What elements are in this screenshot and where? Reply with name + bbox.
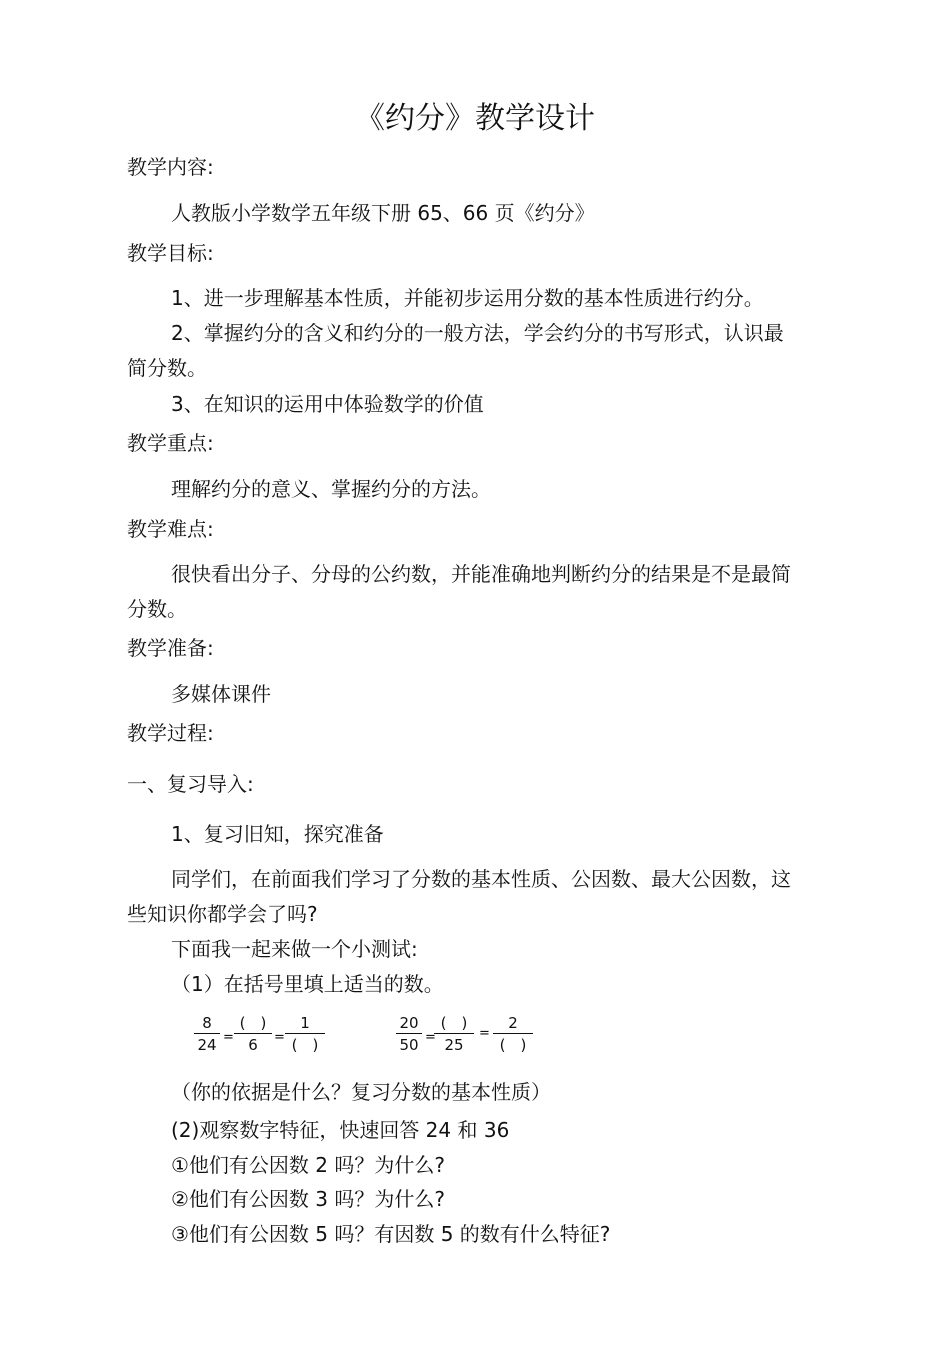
intro-line1: 同学们，在前面我们学习了分数的基本性质、公因数、最大公因数，这 [171,867,791,891]
denominator: 6 [248,1036,258,1054]
key-text: 理解约分的意义、掌握约分的方法。 [171,477,491,501]
fraction-blank-6 [234,1014,272,1054]
difficulty-line2: 分数。 [127,597,187,621]
fraction-8-24 [194,1014,220,1054]
fraction-1-blank [285,1014,325,1054]
numerator: 2 [508,1014,518,1032]
numerator: 20 [399,1014,419,1032]
fraction-bar [493,1033,533,1034]
content-text: 人教版小学数学五年级下册 65、66 页《约分》 [171,201,595,225]
fraction-20-50 [396,1014,422,1054]
prep-text: 多媒体课件 [171,682,271,706]
fraction-2-blank [493,1014,533,1054]
question-1-note: （你的依据是什么？复习分数的基本性质） [171,1080,551,1104]
fraction-blank-25 [434,1014,474,1054]
difficulty-heading: 教学难点: [127,517,214,541]
equals-sign: = [223,1030,234,1045]
numerator-blank[interactable]: ( ) [239,1014,267,1032]
question-2-c: ③他们有公因数 5 吗？有因数 5 的数有什么特征? [171,1222,611,1246]
part1-heading: 一、复习导入: [127,772,254,796]
fraction-bar [396,1033,422,1034]
goals-heading: 教学目标: [127,241,214,265]
document-title: 《约分》教学设计 [355,101,595,136]
equals-sign: = [425,1030,436,1045]
denominator: 25 [444,1036,464,1054]
difficulty-line1: 很快看出分子、分母的公约数，并能准确地判断约分的结果是不是最简 [171,562,791,586]
denominator-blank[interactable]: ( ) [291,1036,319,1054]
question-2-a: ①他们有公因数 2 吗？为什么? [171,1153,445,1177]
denominator: 24 [197,1036,217,1054]
prep-heading: 教学准备: [127,636,214,660]
fraction-bar [434,1033,474,1034]
step1-heading: 1、复习旧知，探究准备 [171,822,384,846]
goal-2-line1: 2、掌握约分的含义和约分的一般方法，学会约分的书写形式，认识最 [171,321,784,345]
key-heading: 教学重点: [127,431,214,455]
goal-2-line2: 简分数。 [127,356,207,380]
question-2: (2)观察数字特征，快速回答 24 和 36 [171,1118,510,1142]
test-intro: 下面我一起来做一个小测试: [171,937,418,961]
fraction-bar [194,1033,220,1034]
denominator-blank[interactable]: ( ) [499,1036,527,1054]
goal-3: 3、在知识的运用中体验数学的价值 [171,392,484,416]
numerator: 1 [300,1014,310,1032]
process-heading: 教学过程: [127,721,214,745]
content-heading: 教学内容: [127,155,214,179]
numerator-blank[interactable]: ( ) [440,1014,468,1032]
question-1: （1）在括号里填上适当的数。 [171,972,444,996]
equals-sign: = [274,1030,285,1045]
fraction-bar [234,1033,272,1034]
goal-1: 1、进一步理解基本性质，并能初步运用分数的基本性质进行约分。 [171,286,764,310]
fraction-bar [285,1033,325,1034]
question-2-b: ②他们有公因数 3 吗？为什么? [171,1187,445,1211]
intro-line2: 些知识你都学会了吗? [127,902,318,926]
numerator: 8 [202,1014,212,1032]
denominator: 50 [399,1036,419,1054]
equals-sign: = [479,1026,490,1041]
